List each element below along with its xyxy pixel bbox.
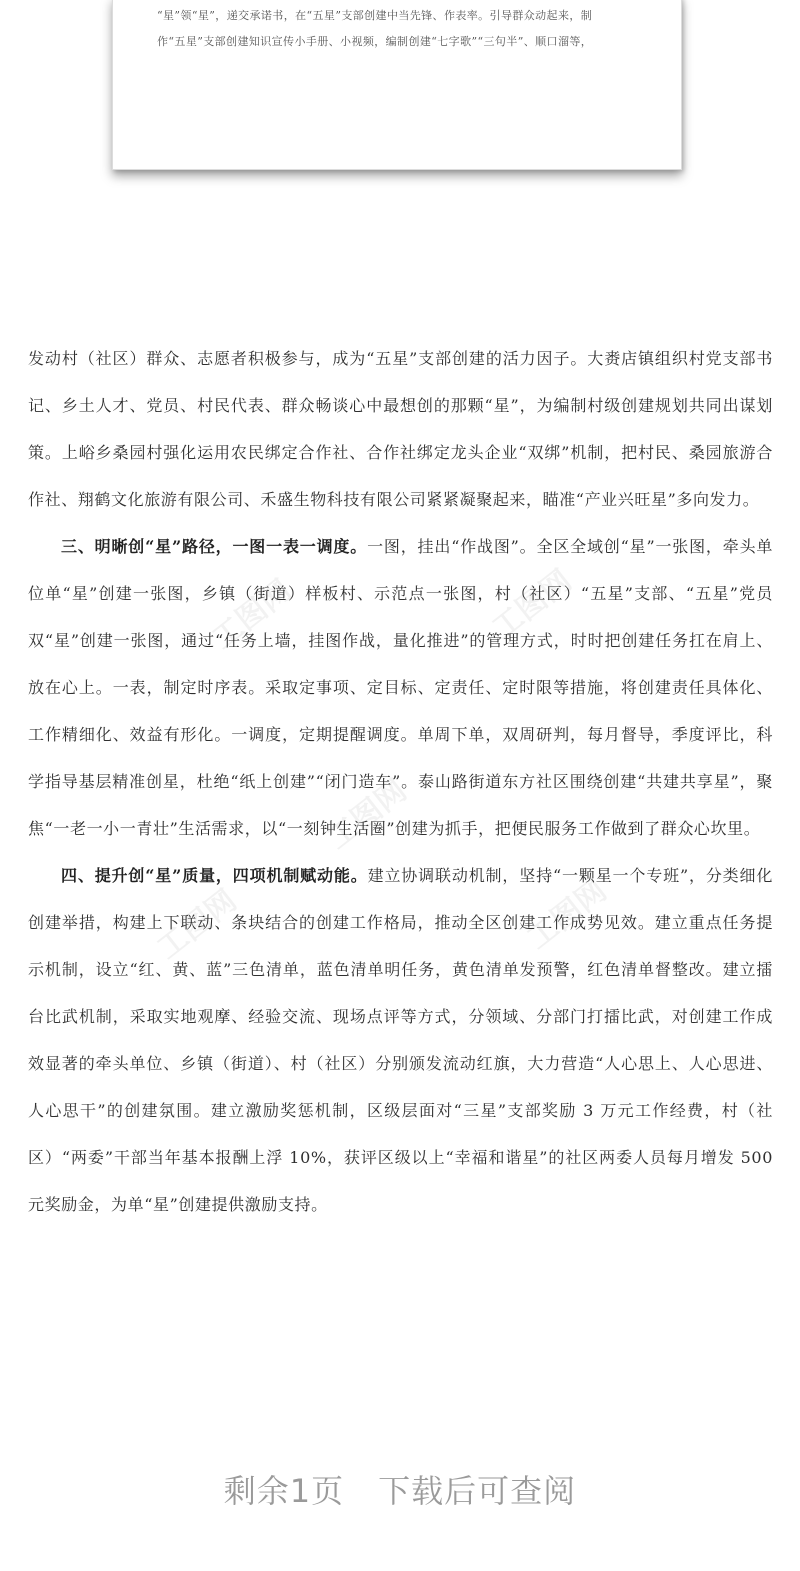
preview-line-1: “星”领“星”，递交承诺书，在“五星”支部创建中当先锋、作表率。引导群众动起来，制 [157, 9, 593, 22]
download-hint-label: 下载后可查阅 [378, 1472, 577, 1510]
section-heading: 四、提升创“星”质量，四项机制赋动能。 [61, 866, 368, 885]
document-body [28, 335, 773, 1228]
download-prompt[interactable] [0, 1466, 800, 1512]
watermark: 工图网 [485, 563, 579, 647]
watermark: 工图网 [320, 773, 414, 857]
preview-line-2: 作“五星”支部创建知识宣传小手册、小视频，编制创建“七字歌”“三句半”、顺口溜等， [157, 35, 593, 48]
watermark: 工图网 [520, 873, 614, 957]
remaining-pages-label: 剩余1页 [223, 1472, 345, 1510]
previous-page-preview [112, 0, 682, 170]
paragraph-section-3 [28, 523, 773, 852]
watermark: 工图网 [205, 573, 299, 657]
section-text: 建立协调联动机制，坚持“一颗星一个专班”，分类细化创建举措，构建上下联动、条块结合的创建工作格局，推动全区创建工作成势见效。建立重点任务提示机制，设立“红、黄、蓝”三色清单，蓝色清单明任务，黄色清单发预警，红色清单督整改。建立擂台比武机制，采取实地观摩、经验交流、现场点评等方式，分领域、分部门打擂比武，对创建工作成效显著的牵头单位、乡镇（街道）、村（社区）分别颁发流动红旗，大力营造“人心思上、人心思进、人心思干”的创建氛围。建立激励奖惩机制，区级层面对“三星”支部奖励 3 万元工作经费，村（社区）“两委”干部当年基本报酬上浮 10%，获评区级以上“幸福和谐星”的社区两委人员每月增发 500 元奖励金，为单“星”创建提供激励支持。 [28, 866, 773, 1214]
section-heading: 三、明晰创“星”路径，一图一表一调度。 [61, 537, 368, 556]
paragraph-section-4 [28, 852, 773, 1228]
section-text: 一图，挂出“作战图”。全区全域创“星”一张图，牵头单位单“星”创建一张图，乡镇（街道）样板村、示范点一张图，村（社区）“五星”支部、“五星”党员双“星”创建一张图，通过“任务上墙，挂图作战，量化推进”的管理方式，时时把创建任务扛在肩上、放在心上。一表，制定时序表。采取定事项、定目标、定责任、定时限等措施，将创建责任具体化、工作精细化、效益有形化。一调度，定期提醒调度。单周下单，双周研判，每月督导，季度评比，科学指导基层精准创星，杜绝“纸上创建”“闭门造车”。泰山路街道东方社区围绕创建“共建共享星”，聚焦“一老一小一青壮”生活需求，以“一刻钟生活圈”创建为抓手，把便民服务工作做到了群众心坎里。 [28, 537, 773, 838]
watermark: 工图网 [150, 883, 244, 967]
paragraph: 发动村（社区）群众、志愿者积极参与，成为“五星”支部创建的活力因子。大赉店镇组织村党支部书记、乡土人才、党员、村民代表、群众畅谈心中最想创的那颗“星”，为编制村级创建规划共同出谋划策。上峪乡桑园村强化运用农民绑定合作社、合作社绑定龙头企业“双绑”机制，把村民、桑园旅游合作社、翔鹤文化旅游有限公司、禾盛生物科技有限公司紧紧凝聚起来，瞄准“产业兴旺星”多向发力。 [28, 349, 773, 509]
